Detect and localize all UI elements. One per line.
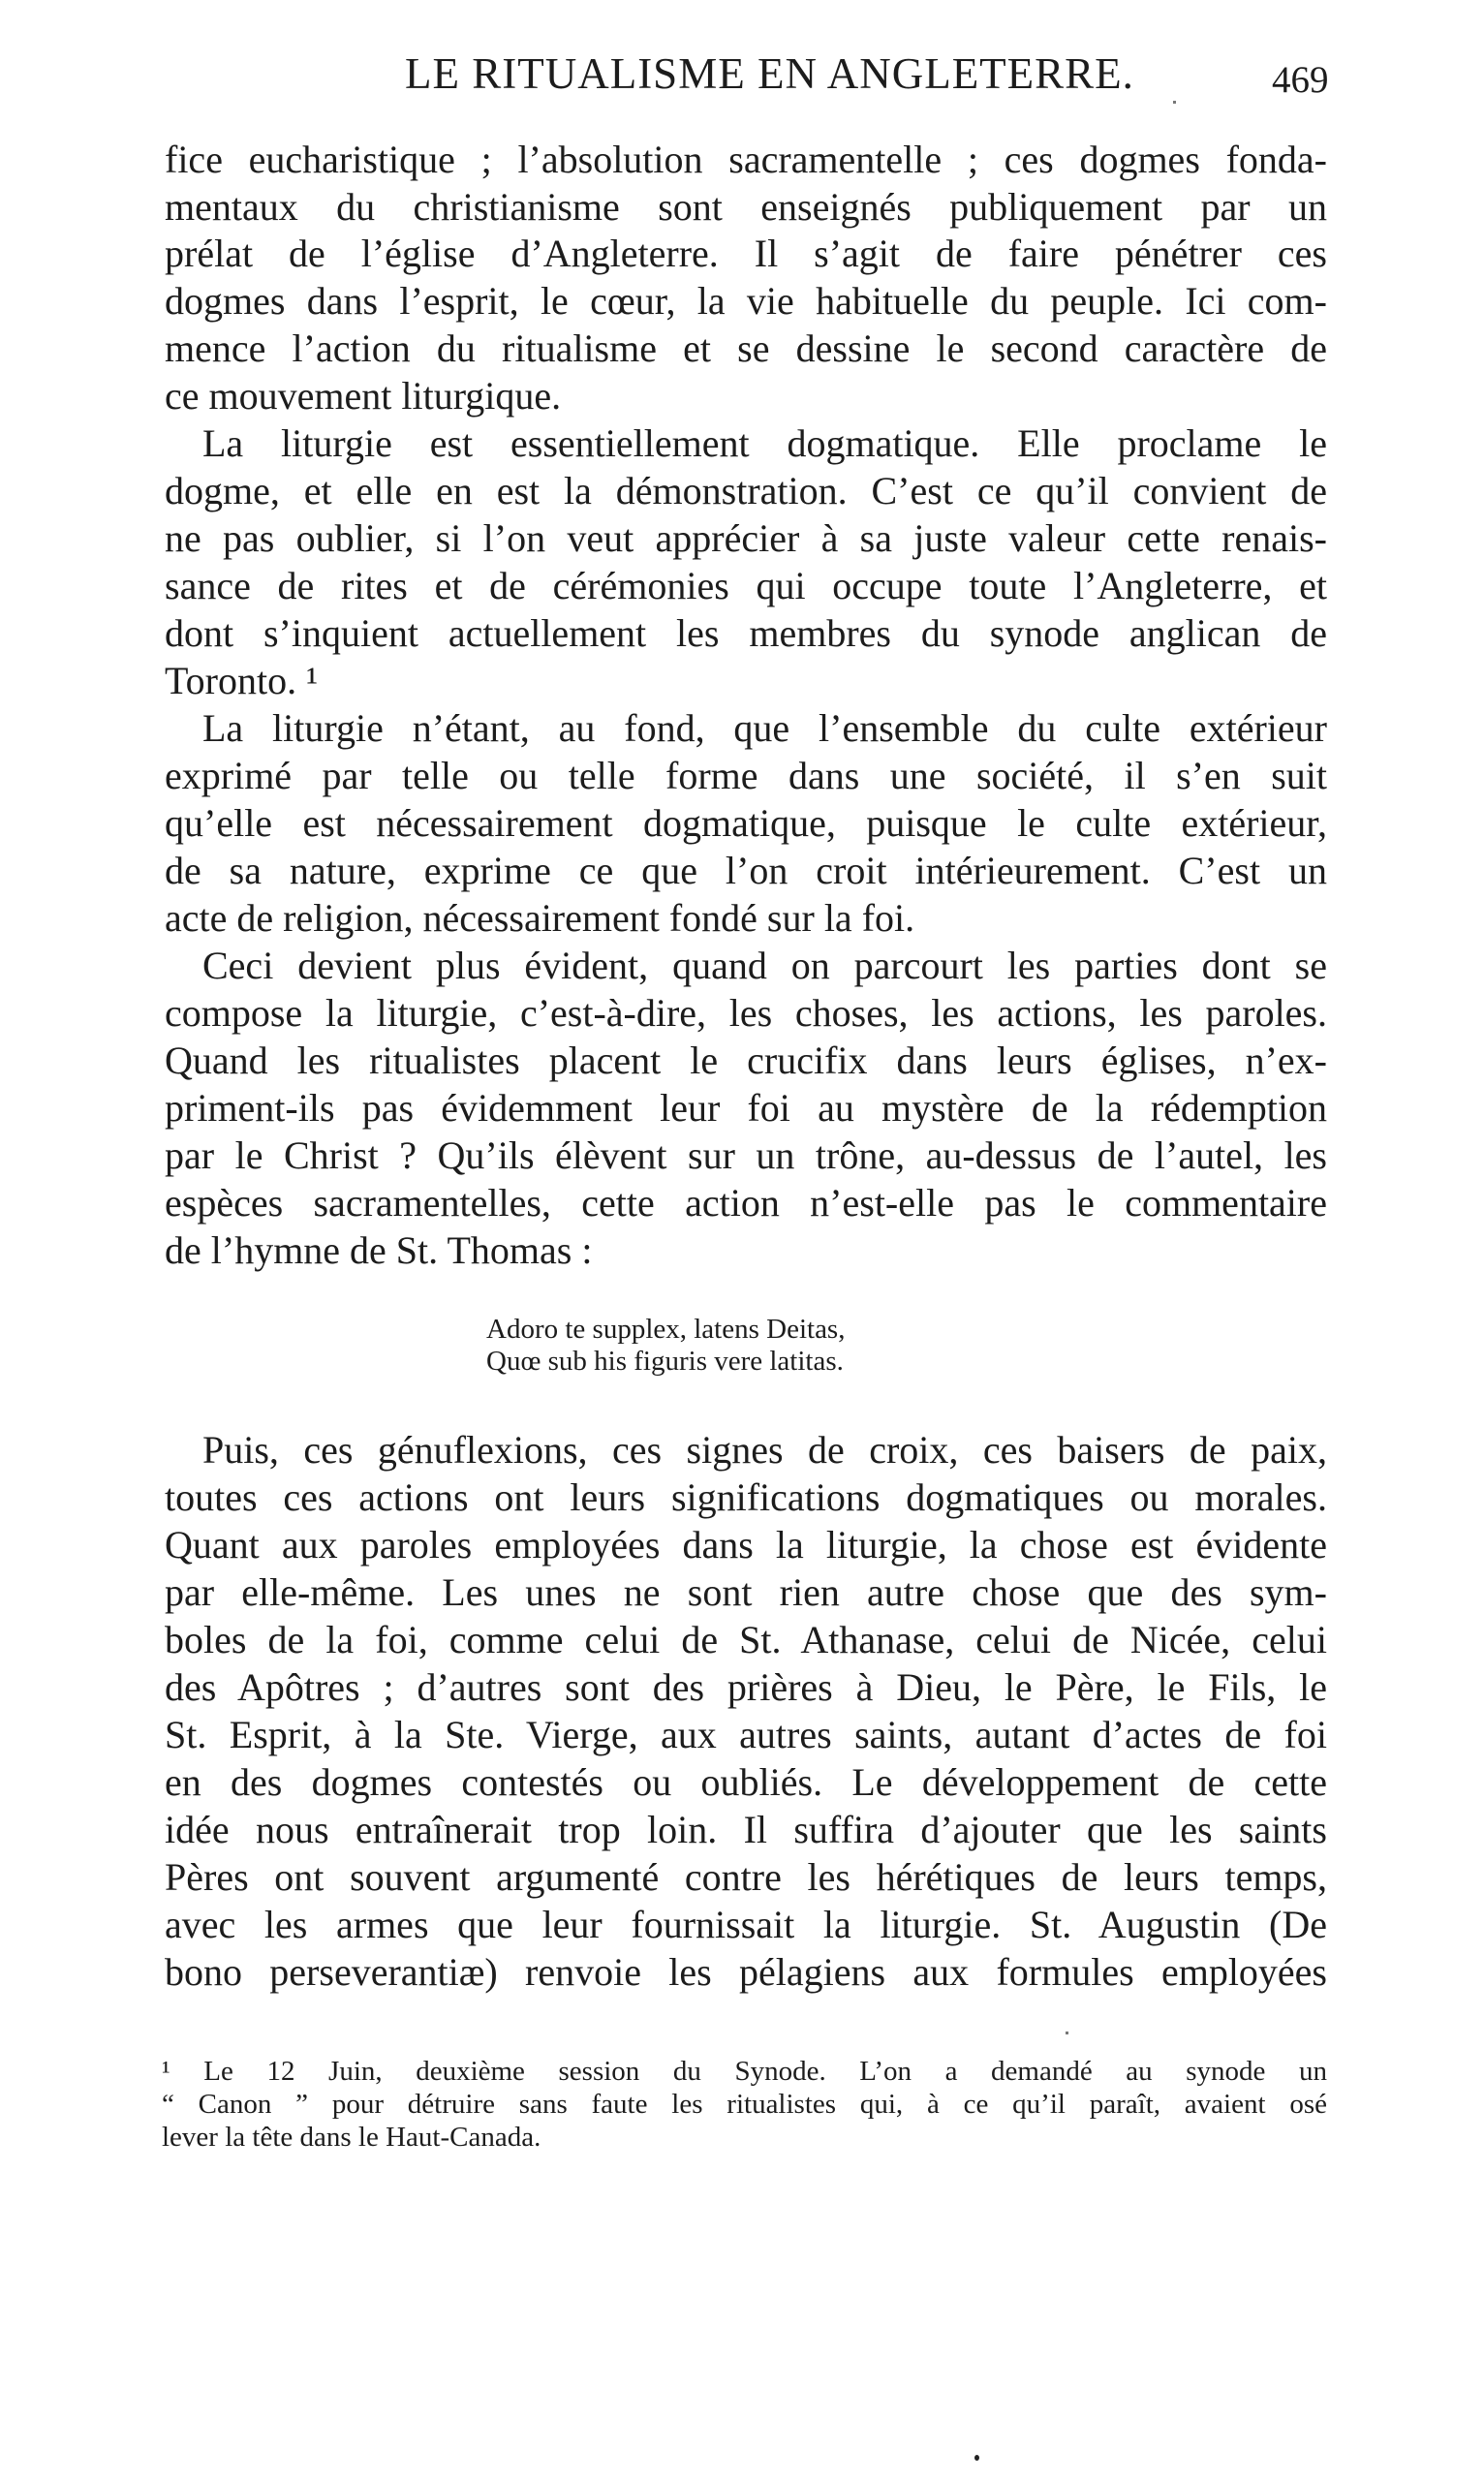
body-line: de sa nature, exprime ce que l’on croit intérieurement. C’est un <box>165 849 1327 892</box>
body-line: Pères ont souvent argumenté contre les hérétiques de leurs temps, <box>165 1855 1327 1899</box>
page-number: 469 <box>1272 59 1329 101</box>
body-line: fice eucharistique ; l’absolution sacramentelle ; ces dogmes fonda- <box>165 138 1327 181</box>
body-line: espèces sacramentelles, cette action n’est-elle pas le commentaire <box>165 1181 1327 1225</box>
body-line: compose la liturgie, c’est-à-dire, les choses, les actions, les paroles. <box>165 991 1327 1035</box>
quote-line: Adoro te supplex, latens Deitas, <box>486 1314 846 1345</box>
body-line: toutes ces actions ont leurs significations dogmatiques ou morales. <box>165 1475 1327 1519</box>
body-line: priment-ils pas évidemment leur foi au mystère de la rédemption <box>165 1086 1327 1130</box>
body-line: Quand les ritualistes placent le crucifix dans leurs églises, n’ex- <box>165 1039 1327 1082</box>
body-line: Quant aux paroles employées dans la liturgie, la chose est évidente <box>165 1523 1327 1567</box>
quote-line: Quœ sub his figuris vere latitas. <box>486 1346 844 1377</box>
print-speck <box>974 2455 979 2461</box>
body-line: boles de la foi, comme celui de St. Athanase, celui de Nicée, celui <box>165 1618 1327 1661</box>
body-line: sance de rites et de cérémonies qui occupe toute l’Angleterre, et <box>165 564 1327 607</box>
body-line: Puis, ces génuflexions, ces signes de croix, ces baisers de paix, <box>202 1428 1327 1472</box>
body-line: Toronto. ¹ <box>165 659 319 702</box>
body-line: par elle-même. Les unes ne sont rien autre chose que des sym- <box>165 1570 1327 1614</box>
body-line: bono perseverantiæ) renvoie les pélagiens aux formules employées <box>165 1950 1327 1994</box>
print-speck <box>1173 101 1176 104</box>
body-line: des Apôtres ; d’autres sont des prières à Dieu, le Père, le Fils, le <box>165 1665 1327 1709</box>
body-line: mentaux du christianisme sont enseignés publiquement par un <box>165 185 1327 229</box>
running-title: LE RITUALISME EN ANGLETERRE. <box>405 49 1134 98</box>
footnote-line: ¹ Le 12 Juin, deuxième session du Synode. L’on a demandé au synode un <box>162 2056 1327 2087</box>
body-line: prélat de l’église d’Angleterre. Il s’agit de faire pénétrer ces <box>165 232 1327 275</box>
body-line: ne pas oublier, si l’on veut apprécier à sa juste valeur cette renais- <box>165 516 1327 560</box>
body-line: Ceci devient plus évident, quand on parcourt les parties dont se <box>202 944 1327 987</box>
body-line: ce mouvement liturgique. <box>165 374 562 418</box>
body-line: La liturgie n’étant, au fond, que l’ensemble du culte extérieur <box>202 706 1327 750</box>
body-line: avec les armes que leur fournissait la liturgie. St. Augustin (De <box>165 1903 1327 1946</box>
print-speck <box>1066 2032 1068 2034</box>
body-line: St. Esprit, à la Ste. Vierge, aux autres saints, autant d’actes de foi <box>165 1713 1327 1756</box>
body-line: dont s’inquient actuellement les membres du synode anglican de <box>165 611 1327 655</box>
footnote-line: “ Canon ” pour détruire sans faute les ritualistes qui, à ce qu’il paraît, avaient osé <box>162 2089 1327 2120</box>
body-line: par le Christ ? Qu’ils élèvent sur un trône, au-dessus de l’autel, les <box>165 1133 1327 1177</box>
body-line: qu’elle est nécessairement dogmatique, puisque le culte extérieur, <box>165 801 1327 845</box>
footnote-line: lever la tête dans le Haut-Canada. <box>162 2122 541 2153</box>
body-line: de l’hymne de St. Thomas : <box>165 1228 593 1272</box>
body-line: acte de religion, nécessairement fondé sur la foi. <box>165 896 915 940</box>
body-line: La liturgie est essentiellement dogmatique. Elle proclame le <box>202 421 1327 465</box>
body-line: en des dogmes contestés ou oubliés. Le développement de cette <box>165 1760 1327 1804</box>
body-line: mence l’action du ritualisme et se dessine le second caractère de <box>165 326 1327 370</box>
body-line: dogmes dans l’esprit, le cœur, la vie habituelle du peuple. Ici com- <box>165 279 1327 323</box>
body-line: dogme, et elle en est la démonstration. C’est ce qu’il convient de <box>165 469 1327 512</box>
body-line: idée nous entraînerait trop loin. Il suffira d’ajouter que les saints <box>165 1808 1327 1851</box>
body-line: exprimé par telle ou telle forme dans une société, il s’en suit <box>165 754 1327 797</box>
